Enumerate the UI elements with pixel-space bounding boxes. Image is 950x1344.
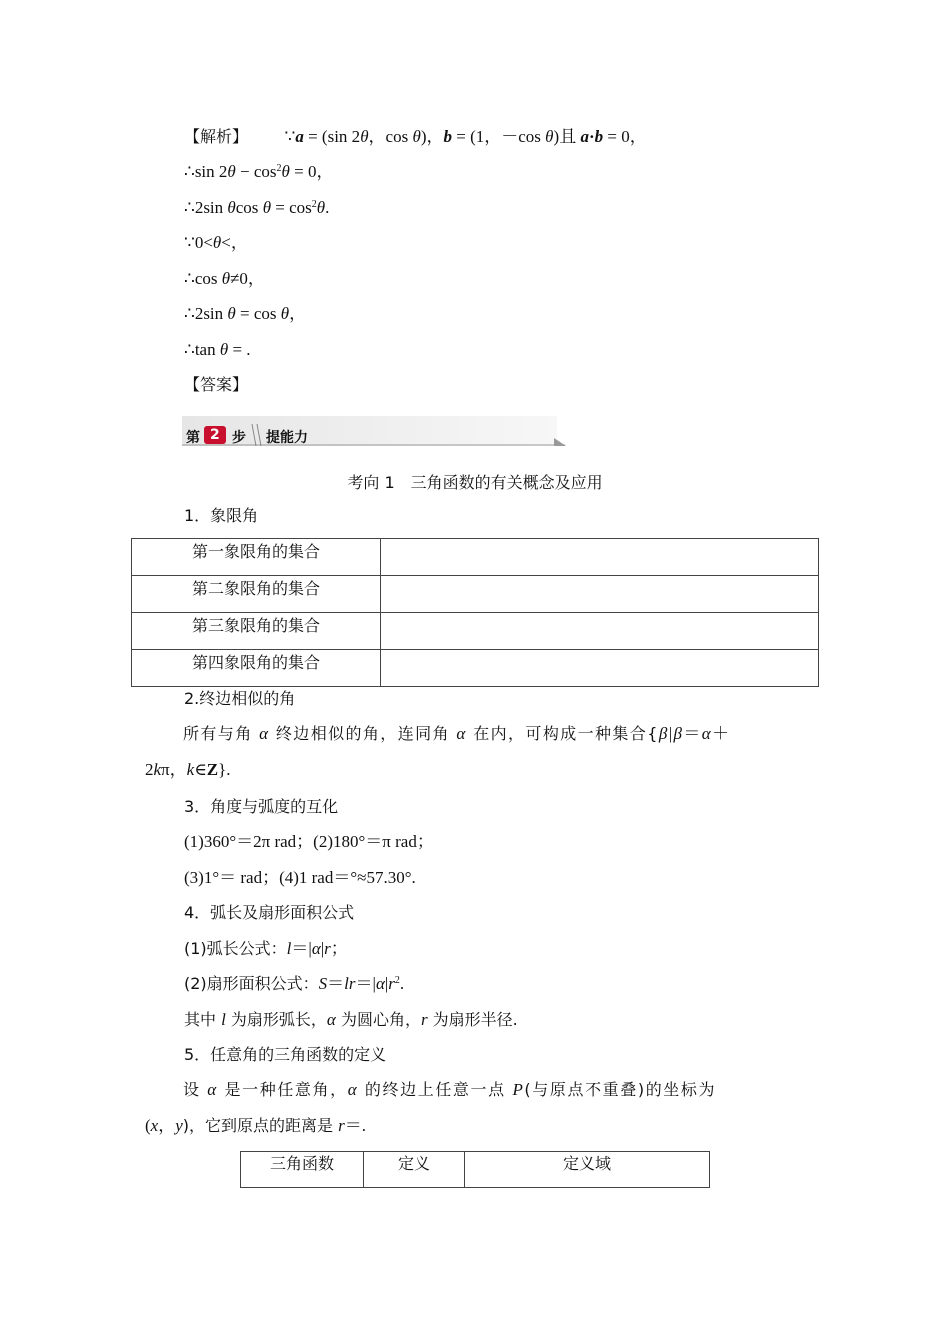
- var-l: l: [221, 1010, 226, 1029]
- vector-a: a: [580, 127, 589, 146]
- banner-step-number: 2: [210, 427, 220, 443]
- text: ∴tan: [184, 340, 220, 359]
- text: ；: [330, 939, 348, 958]
- quadrant-label: 第一象限角的集合: [132, 539, 381, 576]
- text: 为扇形弧长，: [225, 1010, 327, 1029]
- text: .: [325, 198, 330, 217]
- sector-area-formula: [184, 973, 404, 995]
- var-r: r: [420, 1010, 428, 1029]
- banner-step-post: 步: [232, 430, 246, 446]
- solution-line-5: [184, 268, 265, 290]
- banner-text: 提能力: [266, 430, 308, 446]
- text: ∈: [194, 760, 207, 779]
- text: cos: [235, 198, 263, 217]
- text: − cos: [235, 162, 277, 181]
- text: ＋: [712, 724, 731, 743]
- quadrant-label: 第三象限角的集合: [132, 613, 381, 650]
- text: 为扇形半径.: [427, 1010, 518, 1029]
- var-S: S: [318, 974, 328, 993]
- text: |: [668, 724, 674, 743]
- quadrant-set-cell: [381, 539, 819, 576]
- beta: β: [658, 724, 669, 743]
- alpha: α: [701, 724, 713, 743]
- alpha: α: [456, 724, 467, 743]
- quadrant-set-cell: [381, 650, 819, 687]
- solution-label: 【解析】: [184, 127, 249, 146]
- section-title: 考向 1 三角函数的有关概念及应用: [347, 473, 603, 492]
- text: ∴cos: [184, 269, 222, 288]
- theta: θ: [412, 127, 421, 146]
- var-r: r: [388, 974, 395, 993]
- theta: θ: [212, 233, 222, 252]
- var-y: y: [175, 1116, 183, 1135]
- text: }.: [218, 760, 231, 779]
- quadrant-label: 第二象限角的集合: [132, 576, 381, 613]
- text: |: [320, 939, 325, 958]
- trig-definition-paragraph: [145, 1072, 817, 1144]
- theta: θ: [221, 269, 231, 288]
- heading-arc-sector: 4．弧长及扇形面积公式: [184, 903, 355, 922]
- quadrant-set-cell: [381, 613, 819, 650]
- text: ＝|: [355, 974, 376, 993]
- theta: θ: [227, 304, 236, 323]
- vector-b: b: [443, 127, 452, 146]
- alpha: α: [347, 1080, 359, 1099]
- vector-a: a: [295, 127, 304, 146]
- alpha: α: [311, 939, 321, 958]
- text: (1)弧长公式：: [184, 939, 287, 958]
- exponent: 2: [394, 975, 400, 986]
- degree-radian-line-1: (1)360°＝2π rad；(2)180°＝π rad；: [184, 832, 434, 851]
- text: 为圆心角，: [335, 1010, 421, 1029]
- point-P: P: [512, 1080, 525, 1099]
- text: = (sin 2: [303, 127, 361, 146]
- because-symbol: ∵: [284, 127, 296, 146]
- banner-step-pre: 第: [186, 430, 200, 446]
- text: 所有与角: [183, 724, 260, 743]
- text: )且: [553, 127, 581, 146]
- var-r: r: [338, 1116, 345, 1135]
- var-x: x: [150, 1116, 159, 1135]
- heading-coterminal-angles: 2.终边相似的角: [184, 689, 296, 708]
- heading-trig-definition: 5．任意角的三角函数的定义: [184, 1045, 387, 1064]
- dot: ·: [588, 127, 595, 146]
- heading-degree-radian: 3．角度与弧度的互化: [184, 797, 339, 816]
- text: ∵0<: [184, 233, 213, 252]
- exponent: 2: [276, 163, 282, 174]
- arc-length-formula: [184, 938, 348, 960]
- theta: θ: [280, 304, 290, 323]
- paragraph-line: [145, 716, 817, 752]
- theta: θ: [227, 198, 236, 217]
- text: 的终边上任意一点: [358, 1080, 513, 1099]
- text: ＝: [327, 974, 345, 993]
- quadrant-table: [131, 538, 819, 687]
- paragraph-line: [145, 1072, 817, 1108]
- text: (: [145, 1116, 151, 1135]
- k: k: [153, 760, 162, 779]
- text: .: [399, 974, 405, 993]
- text: = 0，: [603, 127, 647, 146]
- var-l: l: [286, 939, 292, 958]
- text: ∴2sin: [184, 304, 228, 323]
- theta: θ: [545, 127, 554, 146]
- header-trig-function: 三角函数: [241, 1152, 364, 1188]
- text: = .: [228, 340, 251, 359]
- alpha: α: [326, 1010, 336, 1029]
- theta: θ: [219, 340, 229, 359]
- theta: θ: [316, 198, 326, 217]
- text: (与原点不重叠)的坐标为: [524, 1080, 717, 1099]
- quadrant-set-cell: [381, 576, 819, 613]
- alpha: α: [207, 1080, 218, 1099]
- solution-line-2: [184, 161, 333, 183]
- exponent: 2: [311, 199, 317, 210]
- text: π，: [161, 760, 187, 779]
- solution-line-4: [184, 232, 248, 254]
- var-r: r: [348, 974, 356, 993]
- text: (2)扇形面积公式：: [184, 974, 319, 993]
- solution-line-1: [184, 126, 647, 148]
- k: k: [186, 760, 195, 779]
- integer-set: Z: [206, 760, 219, 779]
- alpha: α: [375, 974, 385, 993]
- header-definition: 定义: [364, 1152, 465, 1188]
- text: 终边相似的角，连同角: [269, 724, 457, 743]
- heading-quadrant-angles: 1．象限角: [184, 506, 259, 525]
- text: ，: [158, 1116, 176, 1135]
- paragraph-line: [145, 1108, 817, 1144]
- text: 在内，可构成一种集合{: [466, 724, 659, 743]
- table-row: [132, 613, 819, 650]
- theta: θ: [281, 162, 290, 181]
- theta: θ: [360, 127, 369, 146]
- theta: θ: [262, 198, 272, 217]
- solution-line-7: [184, 339, 251, 361]
- text: ∴sin 2: [184, 162, 228, 181]
- text: ，cos: [368, 127, 413, 146]
- text: = (1，－cos: [452, 127, 546, 146]
- text: 其中: [184, 1010, 222, 1029]
- solution-line-3: [184, 197, 329, 219]
- text: ＝.: [344, 1116, 366, 1135]
- trig-function-table: [240, 1151, 710, 1188]
- answer-label: 【答案】: [184, 375, 249, 394]
- text: 是一种任意角，: [217, 1080, 348, 1099]
- text: = cos: [235, 304, 281, 323]
- header-domain: 定义域: [465, 1152, 710, 1188]
- text: )，它到原点的距离是: [182, 1116, 339, 1135]
- coterminal-paragraph: [145, 716, 817, 788]
- table-row: [132, 576, 819, 613]
- step-banner: [182, 414, 567, 448]
- quadrant-label: 第四象限角的集合: [132, 650, 381, 687]
- var-l: l: [344, 974, 349, 993]
- text: ＝|: [291, 939, 312, 958]
- table-header-row: [241, 1152, 710, 1188]
- text: 2: [145, 760, 154, 779]
- alpha: α: [259, 724, 270, 743]
- text: )，: [420, 127, 444, 146]
- vector-b: b: [594, 127, 604, 146]
- table-row: [132, 539, 819, 576]
- text: ∴2sin: [184, 198, 228, 217]
- text: = 0，: [289, 162, 334, 181]
- degree-radian-line-2: (3)1°＝ rad；(4)1 rad＝°≈57.30°.: [184, 868, 416, 887]
- text: ，: [289, 304, 307, 323]
- text: ＝: [683, 724, 702, 743]
- text: ≠0，: [230, 269, 265, 288]
- theta: θ: [227, 162, 236, 181]
- text: <，: [221, 233, 248, 252]
- solution-line-6: [184, 303, 306, 325]
- formula-note: [184, 1009, 518, 1031]
- text: = cos: [271, 198, 312, 217]
- text: 设: [183, 1080, 208, 1099]
- text: |: [384, 974, 389, 993]
- table-row: [132, 650, 819, 687]
- var-r: r: [324, 939, 331, 958]
- paragraph-line: [145, 752, 817, 788]
- beta: β: [673, 724, 684, 743]
